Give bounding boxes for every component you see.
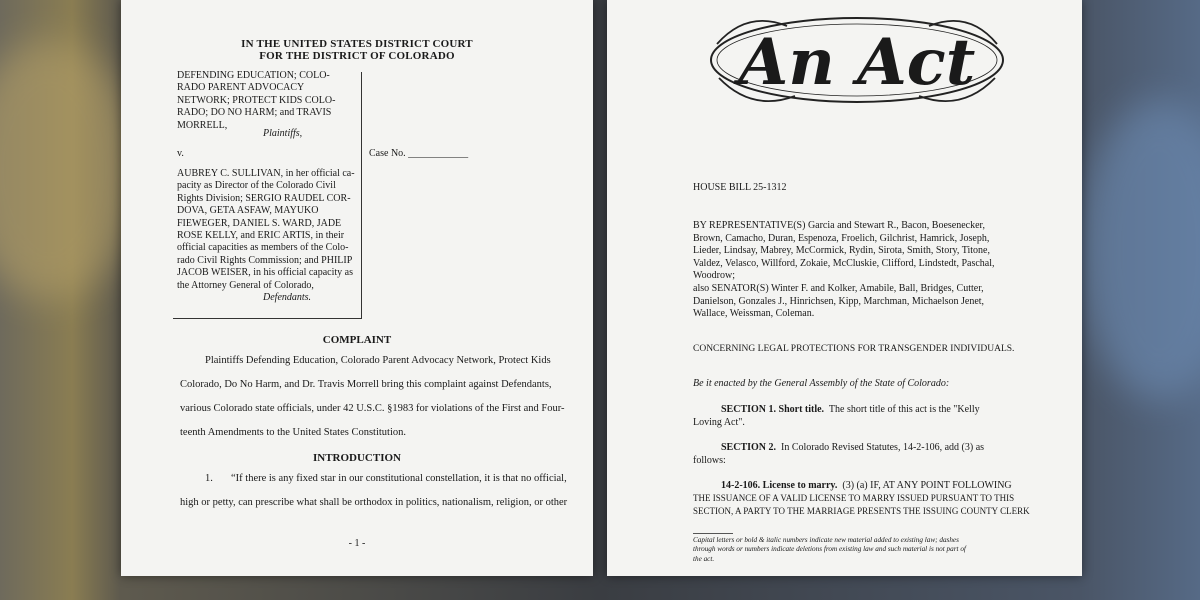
sponsor-line: Lieder, Lindsay, Mabrey, McCormick, Rydin, Sirota, Smith, Story, Titone, [693, 245, 990, 257]
complaint-heading: COMPLAINT [322, 334, 392, 346]
defendants-line: FIEWEGER, DANIEL S. WARD, JADE [177, 217, 342, 229]
plaintiffs-line: RADO; DO NO HARM; and TRAVIS [177, 107, 332, 119]
footnote [693, 536, 966, 564]
section-1-label: SECTION 1. Short title. [721, 404, 825, 415]
plaintiffs-block [177, 70, 335, 132]
defendants-line: the Attorney General of Colorado, [177, 279, 314, 291]
plaintiffs-label: Plaintiffs, [263, 128, 303, 139]
sponsor-line: Danielson, Gonzales J., Hinrichsen, Kipp, Marchman, Michaelson Jenet, [693, 295, 985, 307]
footnote-line: Capital letters or bold & italic numbers indicate new material added to existing law; dashes [693, 536, 959, 544]
background-blur [1080, 100, 1200, 400]
defendants-line: rado Civil Rights Commission; and PHILIP [177, 254, 353, 266]
statute-label: 14-2-106. License to marry. [721, 480, 838, 491]
sponsor-line: Woodrow; [693, 270, 735, 282]
defendants-line: JACOB WEISER, in his official capacity as [177, 267, 353, 279]
plaintiffs-line: DEFENDING EDUCATION; COLO- [177, 70, 330, 81]
sponsors-block [693, 220, 994, 321]
caption-divider [361, 72, 362, 318]
footnote-rule [693, 533, 733, 534]
defendants-block [177, 168, 355, 292]
complaint-line: various Colorado state officials, under 42 U.S.C. §1983 for violations of the First and Four- [180, 403, 565, 414]
enacting-clause: Be it enacted by the General Assembly of the State of Colorado: [693, 378, 950, 389]
plaintiffs-line: MORRELL, [177, 119, 228, 131]
introduction-line: high or petty, can prescribe what shall be orthodox in politics, nationalism, religion, or other [180, 497, 568, 508]
versus: v. [177, 148, 184, 159]
sponsor-line: Wallace, Weissman, Coleman. [693, 308, 815, 320]
footnote-line: the act. [693, 554, 715, 563]
plaintiffs-line: RADO PARENT ADVOCACY [177, 82, 305, 94]
section-1 [721, 404, 980, 415]
defendants-line: AUBREY C. SULLIVAN, in her official ca- [177, 168, 355, 179]
defendants-line: DOVA, GETA ASFAW, MAYUKO [177, 205, 319, 217]
section-2 [721, 442, 984, 453]
statute-heading [721, 480, 1012, 491]
court-name: IN THE UNITED STATES DISTRICT COURT [241, 38, 473, 50]
section-2-text-cont: follows: [693, 455, 726, 466]
introduction-line: “If there is any fixed star in our constitutional constellation, it is that no official, [231, 473, 567, 484]
paragraph-number: 1. [205, 473, 213, 484]
defendants-line: ROSE KELLY, and ERIC ARTIS, in their [177, 230, 345, 242]
sponsor-line: also SENATOR(S) Winter F. and Kolker, Amabile, Ball, Bridges, Cutter, [693, 282, 984, 294]
statute-line: (3) (a) IF, AT ANY POINT FOLLOWING [842, 480, 1012, 491]
court-district: FOR THE DISTRICT OF COLORADO [259, 50, 455, 62]
complaint-line: Plaintiffs Defending Education, Colorado Parent Advocacy Network, Protect Kids [205, 355, 551, 366]
house-bill-document [607, 0, 1082, 576]
defendants-line: pacity as Director of the Colorado Civil [177, 180, 336, 192]
concerning-line: CONCERNING LEGAL PROTECTIONS FOR TRANSGENDER INDIVIDUALS. [693, 344, 1015, 354]
bill-number: HOUSE BILL 25-1312 [693, 182, 787, 193]
sponsor-line: BY REPRESENTATIVE(S) Garcia and Stewart R., Bacon, Boesenecker, [693, 220, 985, 231]
case-number: Case No. ____________ [369, 148, 469, 159]
defendants-line: official capacities as members of the Colo- [177, 242, 349, 254]
defendants-label: Defendants. [263, 292, 312, 303]
an-act-title-flourish [707, 4, 1007, 120]
complaint-line: teenth Amendments to the United States Constitution. [180, 427, 407, 438]
background-blur [0, 40, 140, 300]
complaint-line: Colorado, Do No Harm, and Dr. Travis Morrell bring this complaint against Defendants, [180, 379, 552, 390]
section-2-label: SECTION 2. [721, 442, 777, 453]
title-text: An Act [738, 25, 976, 100]
sponsor-line: Valdez, Velasco, Willford, Zokaie, McCluskie, Clifford, Lindstedt, Paschal, [693, 257, 995, 269]
section-2-text: In Colorado Revised Statutes, 14-2-106, add (3) as [781, 442, 985, 453]
statute-line: THE ISSUANCE OF A VALID LICENSE TO MARRY ISSUED PURSUANT TO THIS [693, 493, 1015, 503]
footnote-line: through words or numbers indicate deletions from existing law and such material is not part of [693, 545, 966, 554]
introduction-heading: INTRODUCTION [312, 452, 401, 464]
statute-line: SECTION, A PARTY TO THE MARRIAGE PRESENTS THE ISSUING COUNTY CLERK [693, 506, 1030, 516]
plaintiffs-line: NETWORK; PROTECT KIDS COLO- [177, 94, 336, 106]
caption-underline [173, 318, 362, 319]
page-number: - 1 - [348, 538, 366, 549]
sponsor-line: Brown, Camacho, Duran, Espenoza, Froelich, Gilchrist, Hamrick, Joseph, [693, 232, 990, 244]
section-1-text: The short title of this act is the "Kelly [828, 404, 980, 415]
complaint-document [121, 0, 593, 576]
defendants-line: Rights Division; SERGIO RAUDEL COR- [177, 192, 351, 204]
section-1-text-cont: Loving Act". [693, 417, 745, 428]
